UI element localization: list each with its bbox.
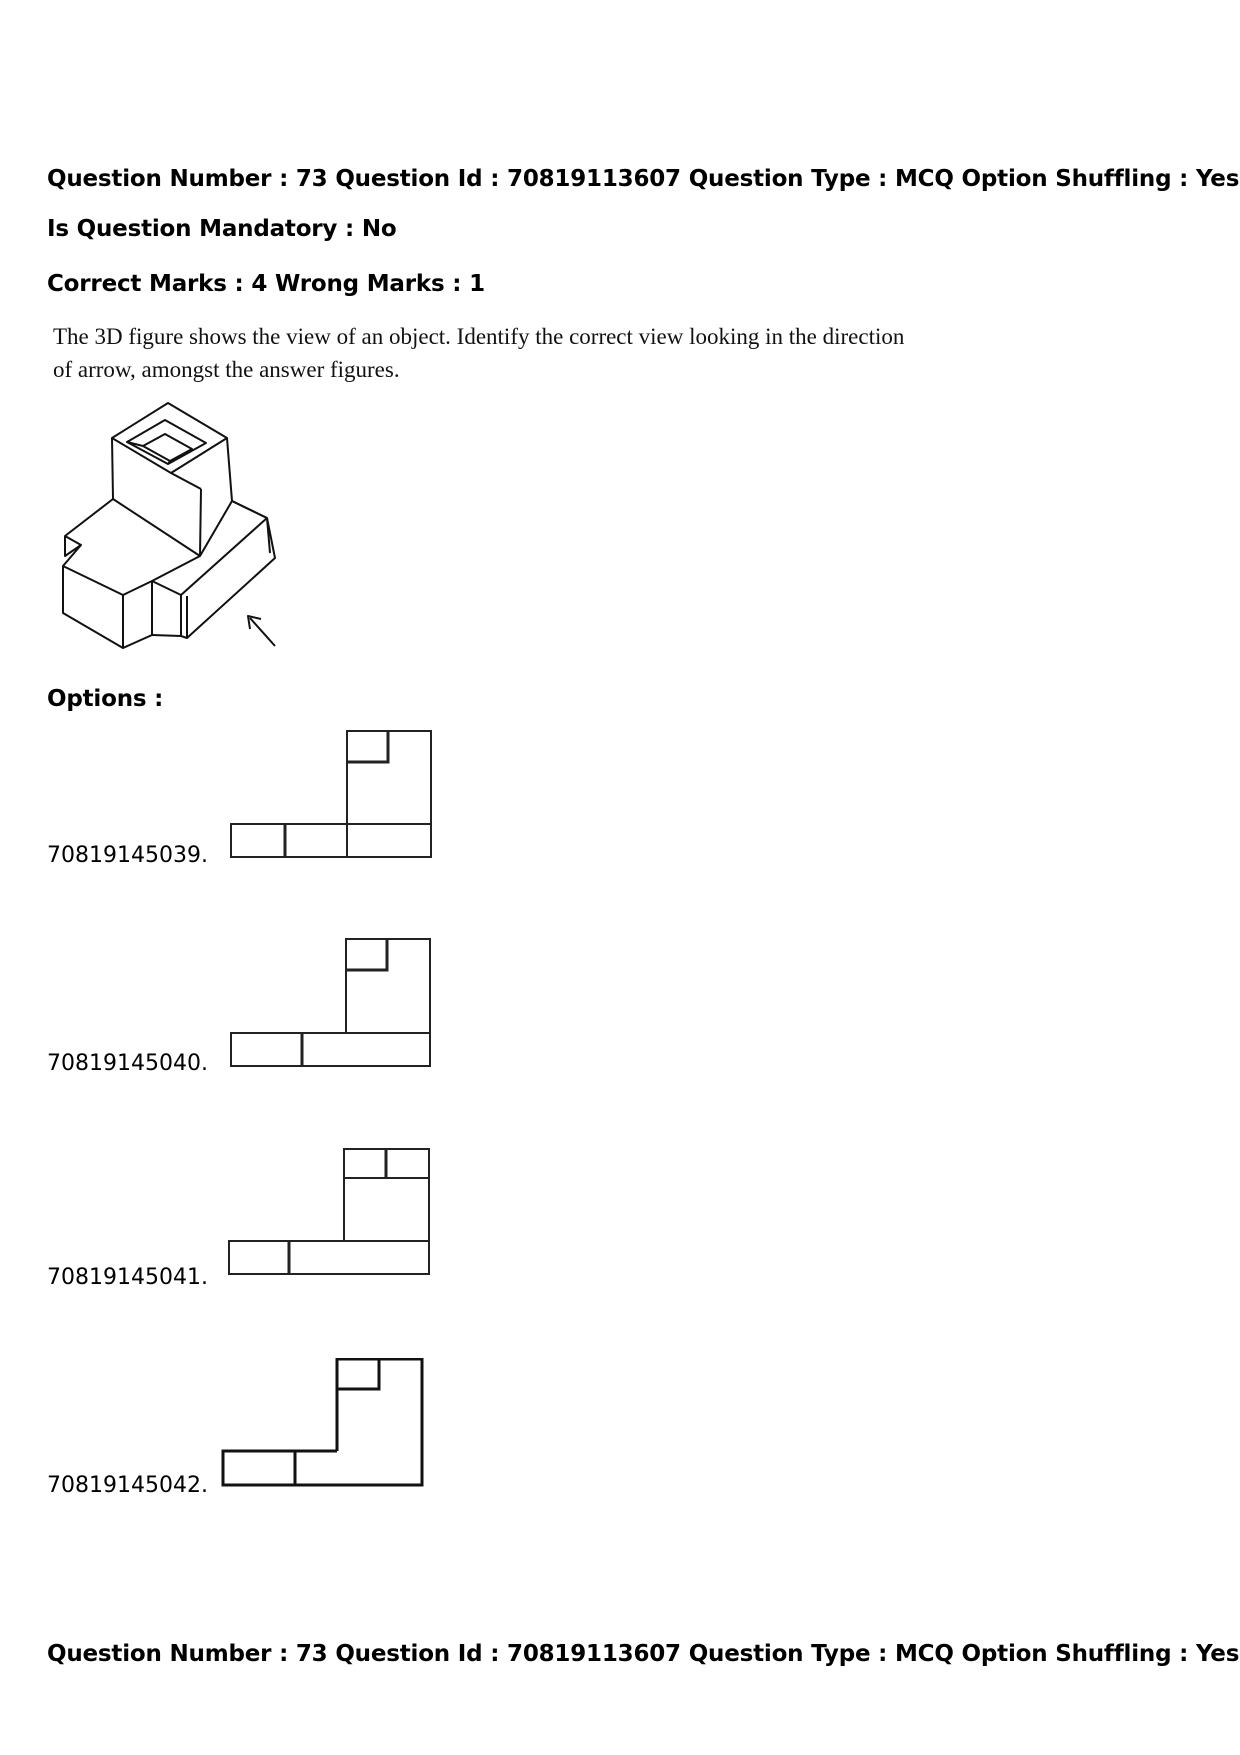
question-mandatory: Is Question Mandatory : No (47, 216, 397, 242)
next-question-number: Question Number : 73 (47, 1641, 328, 1667)
option-shuffling: Option Shuffling : Yes (961, 166, 1240, 192)
question-text-line-2: of arrow, amongst the answer figures. (53, 357, 400, 382)
options-heading: Options : (47, 686, 164, 712)
next-question-id: Question Id : 70819113607 (335, 1641, 681, 1667)
option-3-figure[interactable] (228, 1148, 434, 1280)
option-2-figure[interactable] (230, 938, 436, 1070)
option-3-id: 70819145041. (47, 1265, 208, 1290)
question-marks: Correct Marks : 4 Wrong Marks : 1 (47, 271, 485, 297)
option-2-id: 70819145040. (47, 1051, 208, 1076)
question-type: Question Type : MCQ (688, 166, 954, 192)
question-number: Question Number : 73 (47, 166, 328, 192)
option-1-figure[interactable] (230, 730, 436, 862)
option-1-id: 70819145039. (47, 843, 208, 868)
question-header (47, 166, 1239, 192)
next-question-header (47, 1641, 1239, 1667)
question-id: Question Id : 70819113607 (335, 166, 681, 192)
next-question-type: Question Type : MCQ (688, 1641, 954, 1667)
option-4-id: 70819145042. (47, 1473, 208, 1498)
question-text (53, 320, 953, 386)
next-option-shuffling: Option Shuffling : Yes (961, 1641, 1240, 1667)
isometric-object-figure (55, 398, 295, 658)
question-text-line-1: The 3D figure shows the view of an object. Identify the correct view looking in the direction (53, 324, 905, 349)
option-4-figure[interactable] (221, 1358, 427, 1490)
